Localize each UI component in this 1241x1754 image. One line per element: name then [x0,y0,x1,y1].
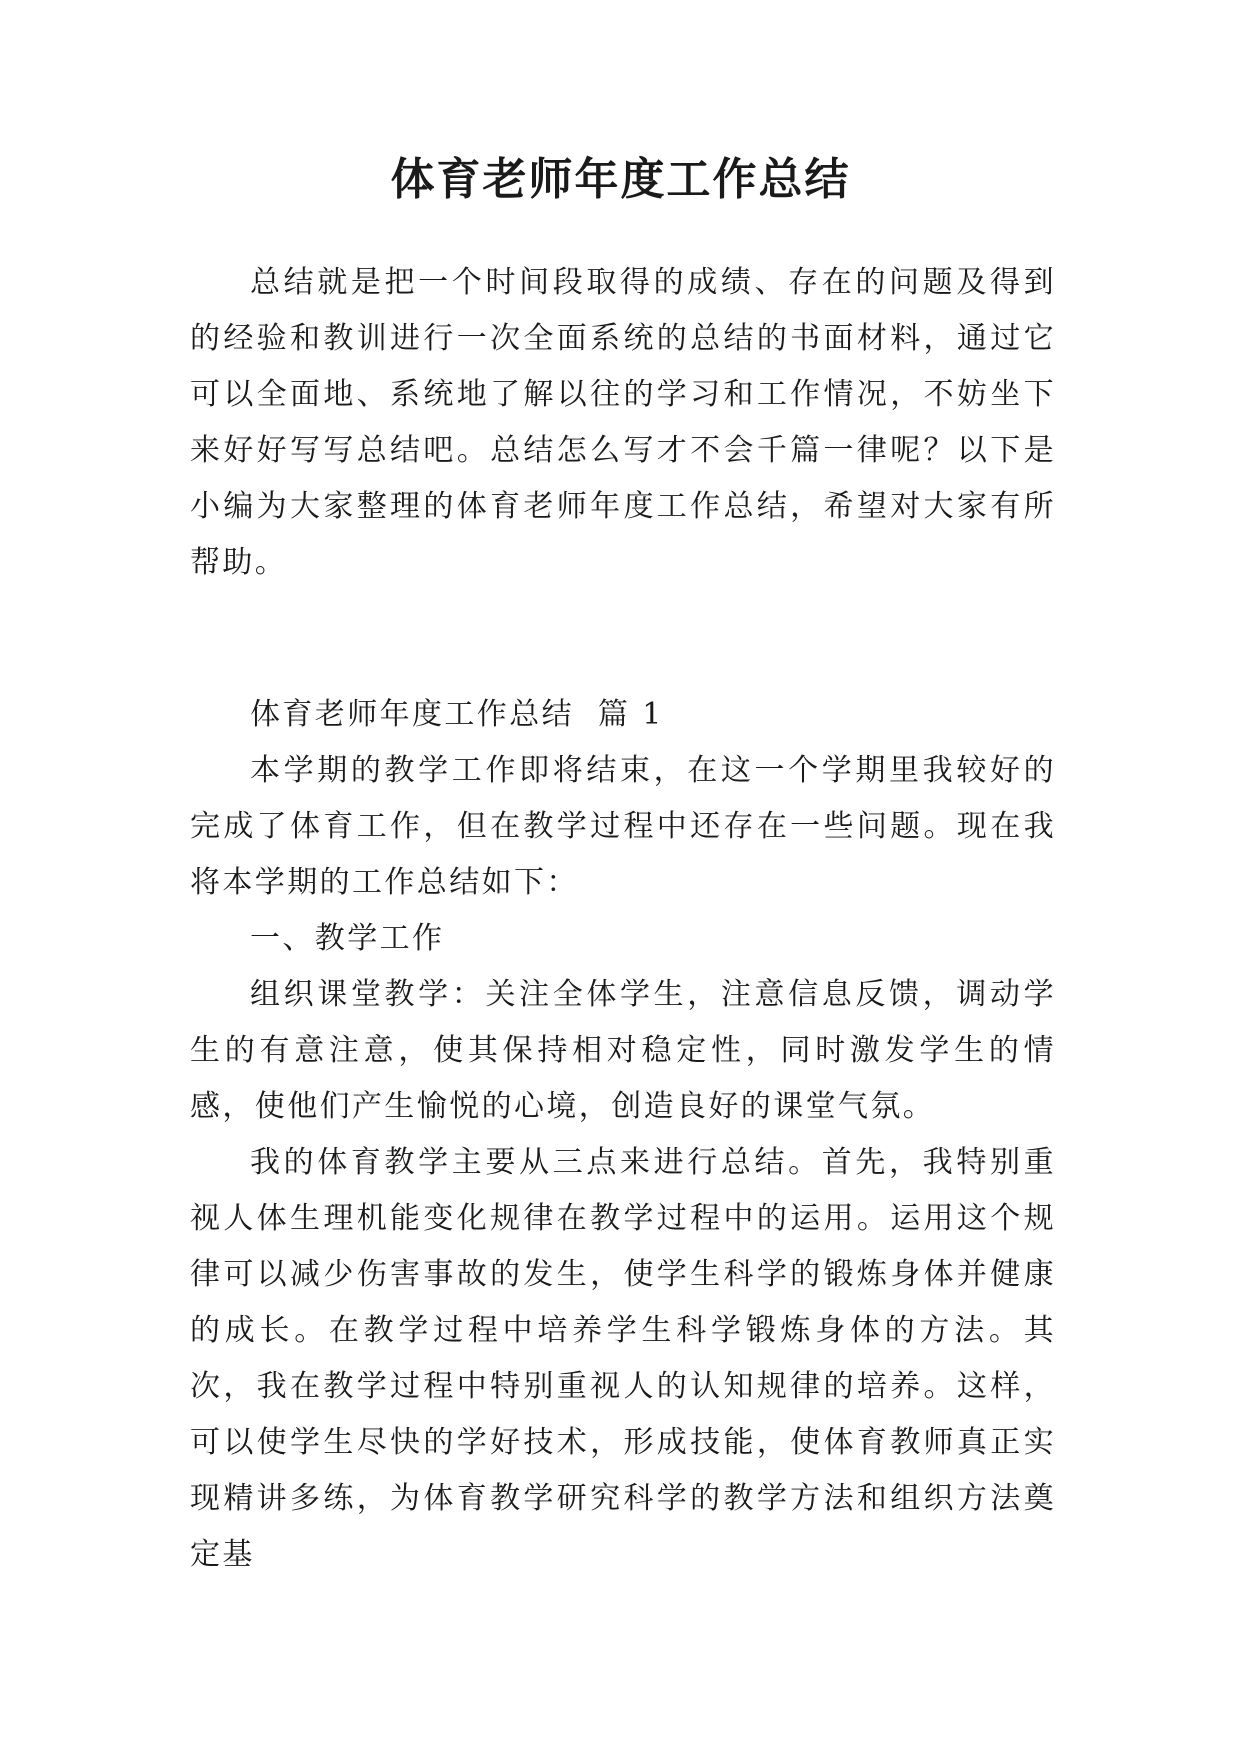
document-body [190,255,1056,1583]
document-title: 体育老师年度工作总结 [390,154,851,205]
paragraph-teaching-method: 我的体育教学主要从三点来进行总结。首先，我特别重视人体生理机能变化规律在教学过程中的运用。运用这个规律可以减少伤害事故的发生，使学生科学的锻炼身体并健康的成长。在教学过程中培养学生科学锻炼身体的方法。其次，我在教学过程中特别重视人的认知规律的培养。这样，可以使学生尽快的学好技术，形成技能，使体育教师真正实现精讲多练，为体育教学研究科学的教学方法和组织方法奠定基 [190,1145,1056,1572]
paragraph-classroom: 组织课堂教学：关注全体学生，注意信息反馈，调动学生的有意注意，使其保持相对稳定性，同时激发学生的情感，使他们产生愉悦的心境，创造良好的课堂气氛。 [190,977,1056,1124]
section-gap [190,591,1056,687]
intro-paragraph: 总结就是把一个时间段取得的成绩、存在的问题及得到的经验和教训进行一次全面系统的总结的书面材料，通过它可以全面地、系统地了解以往的学习和工作情况，不妨坐下来好好写写总结吧。总结怎么写才不会千篇一律呢？以下是小编为大家整理的体育老师年度工作总结，希望对大家有所帮助。 [190,265,1056,580]
section-heading: 体育老师年度工作总结 篇 1 [250,697,664,732]
paragraph-summary-intro: 本学期的教学工作即将结束，在这一个学期里我较好的完成了体育工作，但在教学过程中还存在一些问题。现在我将本学期的工作总结如下： [190,753,1056,900]
paragraph-heading-teaching: 一、教学工作 [250,921,445,956]
